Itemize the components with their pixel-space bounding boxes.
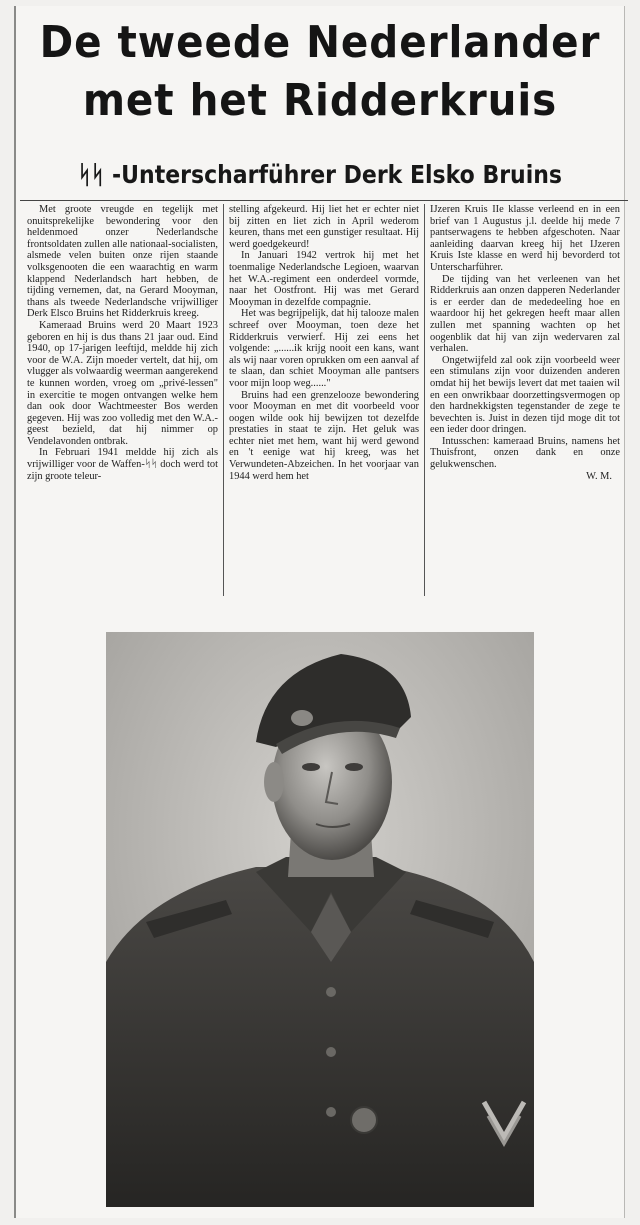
paragraph: Het was begrijpelijk, dat hij talooze malen schreef over Mooyman, toen deze het Ridderkruis verwierf. Hij zei eens het volgende: „......ik krijg nooit een kans, want als wij naar voren oprukken om een aanval af te slaan, dan schiet Mooyman alle pantsers voor mijn loop weg......" xyxy=(229,308,419,389)
subheadline: ᛋᛋ -Unterscharführer Derk Elsko Bruins xyxy=(77,160,563,189)
author-signature: W. M. xyxy=(586,470,612,482)
top-rule xyxy=(20,200,628,201)
paragraph: stelling afgekeurd. Hij liet het er echter niet bij zitten en liet zich in April wederom keuren, thans met een gunstiger resultaat. Hij werd goedgekeurd! xyxy=(229,204,419,250)
article-columns xyxy=(22,204,626,596)
paragraph: Kameraad Bruins werd 20 Maart 1923 geboren en hij is dus thans 21 jaar oud. Eind 1940, op 17-jarigen leeftijd, meldde hij zich voor de W.A. Zijn moeder vertelt, dat hij, om vlugger als volwaardig weerman aangerekend te kunnen worden, vroeg om „privé-lessen" in exercitie te mogen ontvangen welke hem dan ook door Wachtmeester Bos werden gegeven. Hij was zoo volledig met den W.A.-geest bezield, dat hij nimmer op Vendelavonden ontbrak. xyxy=(27,319,218,447)
paragraph: IJzeren Kruis IIe klasse verleend en in een brief van 1 Augustus j.l. deelde hij mede 7 pantserwagens te hebben afgeschoten. Naar aanleiding daarvan kreeg hij het IJzeren Kruis Iste klasse en werd hij bevorderd tot Unterscharführer. xyxy=(430,204,620,273)
paragraph: Intusschen: kameraad Bruins, namens het Thuisfront, onzen dank en onze gelukwenschen. xyxy=(430,435,620,471)
paragraph: In Februari 1941 meldde hij zich als vrijwilliger voor de Waffen-ᛋᛋ doch werd tot zijn groote teleur- xyxy=(27,447,218,482)
headline-line-1: De tweede Nederlander xyxy=(39,17,601,68)
portrait-illustration xyxy=(106,632,534,1207)
paragraph: In Januari 1942 vertrok hij met het toenmalige Nederlandsche Legioen, waarvan het W.A.-regiment een onderdeel vormde, naar het Oostfront. Hij was met Gerard Mooyman in dezelfde compagnie. xyxy=(229,250,419,308)
paragraph: De tijding van het verleenen van het Ridderkruis aan onzen dapperen Nederlander is er eerder dan de mededeeling hoe en waardoor hij het gekregen heeft maar allen zullen met spanning wachten op het oogenblik dat hij van zijn wedervaren zal verhalen. xyxy=(430,273,620,355)
paragraph: Ongetwijfeld zal ook zijn voorbeeld weer een stimulans zijn voor duizenden anderen omdat hij het bewijs levert dat met taaien wil en een onwrikbaar doorzettingsvermogen op den hardnekkigsten tegenstander de zege te bevechten is. Juist in dezen tijd moge dit tot een ieder door dringen. xyxy=(430,354,620,436)
portrait-photo xyxy=(106,632,534,1207)
paragraph: Met groote vreugde en tegelijk met onuitsprekelijke bewondering voor den heldenmoed onzer Nederlandsche frontsoldaten zullen alle nationaal-socialisten, alsmede velen buiten onze rijen staande volksgenooten die een waarachtig en warm klappend Nederlandsch hart hebben, de tijding vernemen, dat, na Gerard Mooyman, thans als tweede Nederlandsche vrijwilliger Derk Elsco Bruins het Ridderkruis kreeg. xyxy=(27,204,219,320)
article-column-3 xyxy=(424,204,625,596)
article-column-1 xyxy=(22,204,223,596)
paragraph: Bruins had een grenzelooze bewondering voor Mooyman en met dit voorbeeld voor oogen wilde ook hij bewijzen tot dezelfde prestaties in staat te zijn. Het geluk was echter niet met hem, want hij werd gewond en 't eenige wat hij kreeg, was het Verwundeten-Abzeichen. In het voorjaar van 1944 werd hem het xyxy=(229,389,419,482)
headline-line-2: met het Ridderkruis xyxy=(82,75,558,126)
article-column-2 xyxy=(223,204,424,596)
